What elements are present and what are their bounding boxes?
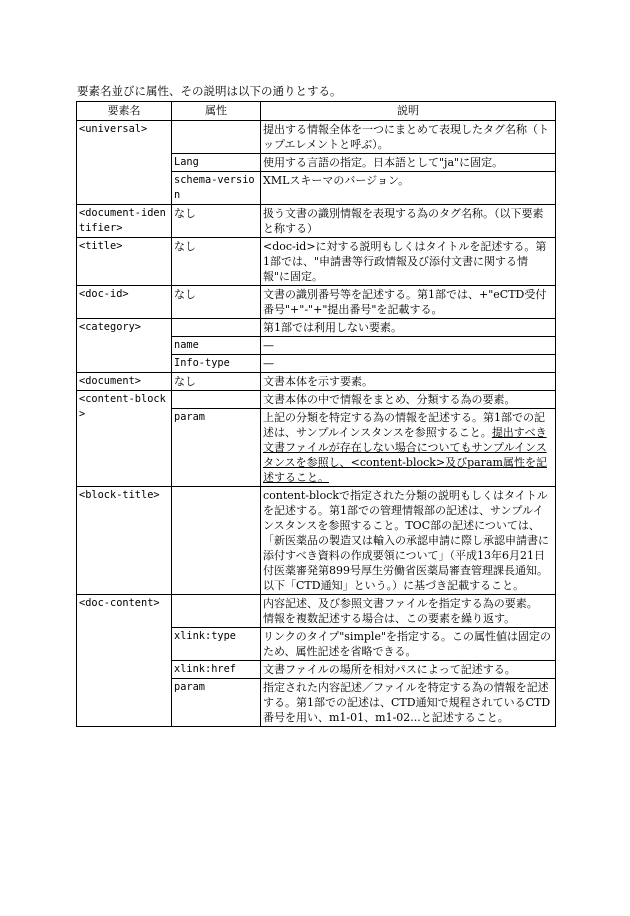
attribute-name: なし [172, 238, 261, 286]
attribute-name: なし [172, 373, 261, 391]
description-part: 上記の分類を特定する為の情報を記述する。第1部での記述は、サンプルインスタンスを参照すること。 [263, 411, 545, 439]
intro-text: 要素名並びに属性、その説明は以下の通りとする。 [77, 84, 342, 98]
element-name: <doc-content> [77, 595, 172, 727]
description [261, 409, 556, 487]
attribute-name [172, 595, 261, 628]
table-row [77, 238, 556, 286]
header-element: 要素名 [77, 102, 172, 121]
table-row [77, 487, 556, 595]
description: 文書ファイルの場所を相対パスによって記述する。 [261, 661, 556, 679]
table-header-row [77, 102, 556, 121]
header-description: 説明 [261, 102, 556, 121]
table-row [77, 205, 556, 238]
element-spec-table [76, 101, 556, 727]
table-row [77, 595, 556, 628]
element-name: <category> [77, 319, 172, 373]
attribute-name [172, 121, 261, 154]
attribute-name: name [172, 337, 261, 355]
element-name: <block-title> [77, 487, 172, 595]
description: 第1部では利用しない要素。 [261, 319, 556, 337]
description: リンクのタイプ"simple"を指定する。この属性値は固定のため、属性記述を省略できる。 [261, 628, 556, 661]
attribute-name: Lang [172, 154, 261, 172]
description: 扱う文書の識別情報を表現する為のタグ名称。（以下要素と称する） [261, 205, 556, 238]
attribute-name: Info-type [172, 355, 261, 373]
element-name: <document> [77, 373, 172, 391]
attribute-name: xlink:type [172, 628, 261, 661]
description-underlined: 提出すべき文書ファイルが存在しない場合についてもサンプルインスタンスを参照し、<content-block>及びparam属性を記述すること。 [263, 426, 547, 484]
attribute-name: なし [172, 205, 261, 238]
table-row [77, 286, 556, 319]
element-name: <doc-id> [77, 286, 172, 319]
attribute-name: xlink:href [172, 661, 261, 679]
attribute-name [172, 487, 261, 595]
description: content-blockで指定された分類の説明もしくはタイトルを記述する。第1部での管理情報部の記述は、サンプルインスタンスを参照すること。TOC部の記述については、「新医薬品の製造又は輸入の承認申請に際し承認申請書に添付すべき資料の作成要領について」（平成13年6月21日付医薬審発第899号厚生労働省医薬局審査管理課長通知。以下「CTD通知」という。）に基づき記載すること。 [261, 487, 556, 595]
description: <doc-id>に対する説明もしくはタイトルを記述する。第1部では、"申請書等行政情報及び添付文書に関する情報"に固定。 [261, 238, 556, 286]
attribute-name: なし [172, 286, 261, 319]
description: XMLスキーマのバージョン。 [261, 172, 556, 205]
table-row [77, 121, 556, 154]
attribute-name: param [172, 409, 261, 487]
description: 提出する情報全体を一つにまとめて表現したタグ名称（トップエレメントと呼ぶ）。 [261, 121, 556, 154]
description: 文書本体の中で情報をまとめ、分類する為の要素。 [261, 391, 556, 409]
attribute-name: param [172, 679, 261, 727]
description: — [261, 337, 556, 355]
description-line: 情報を複数記述する場合は、この要素を繰り返す。 [263, 612, 516, 625]
attribute-name [172, 391, 261, 409]
description: 文書本体を示す要素。 [261, 373, 556, 391]
element-name: <content-block> [77, 391, 172, 487]
attribute-name [172, 319, 261, 337]
description: 指定された内容記述／ファイルを特定する為の情報を記述する。第1部での記述は、CTD通知で規程されているCTD番号を用い、m1-01、m1-02...と記述すること。 [261, 679, 556, 727]
element-name: <universal> [77, 121, 172, 205]
description-line: 内容記述、及び参照文書ファイルを指定する為の要素。 [263, 597, 538, 610]
element-name: <document-identifier> [77, 205, 172, 238]
description: 文書の識別番号等を記述する。第1部では、+"eCTD受付番号"+"-"+"提出番号"を記載する。 [261, 286, 556, 319]
attribute-name: schema-version [172, 172, 261, 205]
description: — [261, 355, 556, 373]
table-row [77, 373, 556, 391]
header-attribute: 属性 [172, 102, 261, 121]
table-row [77, 319, 556, 337]
element-name: <title> [77, 238, 172, 286]
description [261, 595, 556, 628]
description: 使用する言語の指定。日本語として"ja"に固定。 [261, 154, 556, 172]
table-row [77, 391, 556, 409]
